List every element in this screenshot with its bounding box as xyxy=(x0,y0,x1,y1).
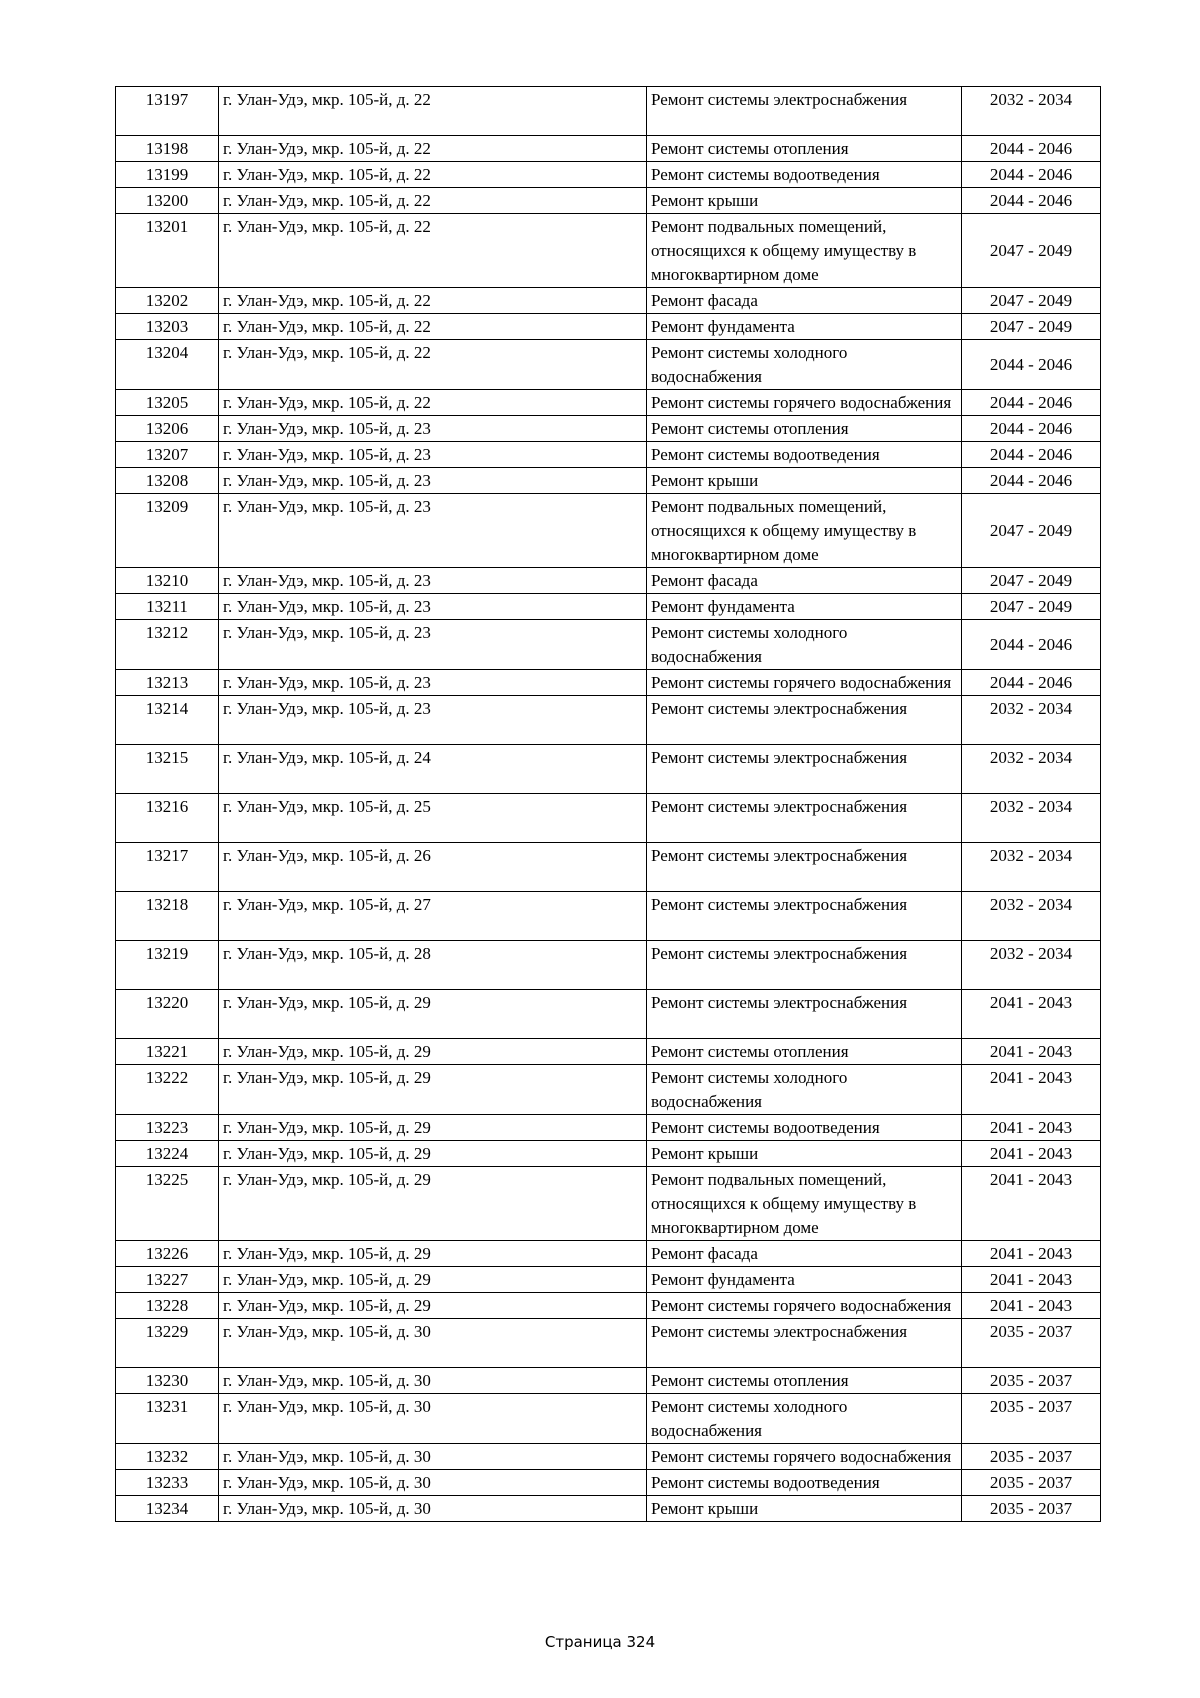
work-type-cell: Ремонт системы электроснабжения xyxy=(647,745,962,794)
table-row xyxy=(116,1241,1101,1267)
work-type-cell: Ремонт подвальных помещений, относящихся к общему имуществу в многоквартирном доме xyxy=(647,1167,962,1241)
table-row xyxy=(116,87,1101,136)
years-cell: 2044 - 2046 xyxy=(962,340,1101,390)
address-cell: г. Улан-Удэ, мкр. 105-й, д. 26 xyxy=(219,843,647,892)
row-number-cell: 13205 xyxy=(116,390,219,416)
work-type-cell: Ремонт фундамента xyxy=(647,594,962,620)
row-number-cell: 13201 xyxy=(116,214,219,288)
table-row xyxy=(116,340,1101,390)
table-row xyxy=(116,745,1101,794)
address-cell: г. Улан-Удэ, мкр. 105-й, д. 29 xyxy=(219,1241,647,1267)
years-cell: 2041 - 2043 xyxy=(962,990,1101,1039)
address-cell: г. Улан-Удэ, мкр. 105-й, д. 29 xyxy=(219,990,647,1039)
work-type-cell: Ремонт фасада xyxy=(647,1241,962,1267)
row-number-cell: 13220 xyxy=(116,990,219,1039)
work-type-cell: Ремонт системы холодного водоснабжения xyxy=(647,620,962,670)
address-cell: г. Улан-Удэ, мкр. 105-й, д. 30 xyxy=(219,1319,647,1368)
years-cell: 2032 - 2034 xyxy=(962,87,1101,136)
work-type-cell: Ремонт системы электроснабжения xyxy=(647,1319,962,1368)
years-cell: 2035 - 2037 xyxy=(962,1496,1101,1522)
table-row xyxy=(116,892,1101,941)
address-cell: г. Улан-Удэ, мкр. 105-й, д. 23 xyxy=(219,620,647,670)
work-type-cell: Ремонт системы водоотведения xyxy=(647,442,962,468)
table-row xyxy=(116,1496,1101,1522)
years-cell: 2041 - 2043 xyxy=(962,1267,1101,1293)
years-cell: 2047 - 2049 xyxy=(962,288,1101,314)
row-number-cell: 13202 xyxy=(116,288,219,314)
address-cell: г. Улан-Удэ, мкр. 105-й, д. 22 xyxy=(219,314,647,340)
address-cell: г. Улан-Удэ, мкр. 105-й, д. 29 xyxy=(219,1293,647,1319)
address-cell: г. Улан-Удэ, мкр. 105-й, д. 22 xyxy=(219,162,647,188)
address-cell: г. Улан-Удэ, мкр. 105-й, д. 28 xyxy=(219,941,647,990)
row-number-cell: 13231 xyxy=(116,1394,219,1444)
row-number-cell: 13204 xyxy=(116,340,219,390)
work-type-cell: Ремонт фундамента xyxy=(647,314,962,340)
years-cell: 2041 - 2043 xyxy=(962,1241,1101,1267)
table-row xyxy=(116,1293,1101,1319)
work-type-cell: Ремонт подвальных помещений, относящихся к общему имуществу в многоквартирном доме xyxy=(647,214,962,288)
years-cell: 2041 - 2043 xyxy=(962,1115,1101,1141)
years-cell: 2041 - 2043 xyxy=(962,1141,1101,1167)
address-cell: г. Улан-Удэ, мкр. 105-й, д. 23 xyxy=(219,442,647,468)
row-number-cell: 13198 xyxy=(116,136,219,162)
table-row xyxy=(116,314,1101,340)
years-cell: 2044 - 2046 xyxy=(962,162,1101,188)
work-type-cell: Ремонт системы горячего водоснабжения xyxy=(647,1293,962,1319)
row-number-cell: 13211 xyxy=(116,594,219,620)
address-cell: г. Улан-Удэ, мкр. 105-й, д. 22 xyxy=(219,136,647,162)
work-type-cell: Ремонт крыши xyxy=(647,1496,962,1522)
page-number: Страница 324 xyxy=(544,1633,656,1651)
table-row xyxy=(116,696,1101,745)
table-row xyxy=(116,1368,1101,1394)
row-number-cell: 13234 xyxy=(116,1496,219,1522)
row-number-cell: 13218 xyxy=(116,892,219,941)
address-cell: г. Улан-Удэ, мкр. 105-й, д. 30 xyxy=(219,1394,647,1444)
table-row xyxy=(116,494,1101,568)
work-type-cell: Ремонт крыши xyxy=(647,1141,962,1167)
table-row xyxy=(116,568,1101,594)
table-row xyxy=(116,442,1101,468)
row-number-cell: 13197 xyxy=(116,87,219,136)
table-row xyxy=(116,214,1101,288)
work-type-cell: Ремонт системы электроснабжения xyxy=(647,892,962,941)
address-cell: г. Улан-Удэ, мкр. 105-й, д. 22 xyxy=(219,340,647,390)
row-number-cell: 13230 xyxy=(116,1368,219,1394)
row-number-cell: 13199 xyxy=(116,162,219,188)
address-cell: г. Улан-Удэ, мкр. 105-й, д. 23 xyxy=(219,594,647,620)
years-cell: 2047 - 2049 xyxy=(962,314,1101,340)
address-cell: г. Улан-Удэ, мкр. 105-й, д. 30 xyxy=(219,1444,647,1470)
address-cell: г. Улан-Удэ, мкр. 105-й, д. 27 xyxy=(219,892,647,941)
work-type-cell: Ремонт системы горячего водоснабжения xyxy=(647,670,962,696)
address-cell: г. Улан-Удэ, мкр. 105-й, д. 29 xyxy=(219,1267,647,1293)
address-cell: г. Улан-Удэ, мкр. 105-й, д. 23 xyxy=(219,468,647,494)
years-cell: 2047 - 2049 xyxy=(962,494,1101,568)
table-row xyxy=(116,990,1101,1039)
row-number-cell: 13216 xyxy=(116,794,219,843)
table-row xyxy=(116,941,1101,990)
address-cell: г. Улан-Удэ, мкр. 105-й, д. 23 xyxy=(219,416,647,442)
work-type-cell: Ремонт фасада xyxy=(647,288,962,314)
years-cell: 2032 - 2034 xyxy=(962,941,1101,990)
work-type-cell: Ремонт системы отопления xyxy=(647,136,962,162)
address-cell: г. Улан-Удэ, мкр. 105-й, д. 22 xyxy=(219,390,647,416)
work-type-cell: Ремонт системы водоотведения xyxy=(647,162,962,188)
work-type-cell: Ремонт системы отопления xyxy=(647,416,962,442)
work-type-cell: Ремонт системы горячего водоснабжения xyxy=(647,1444,962,1470)
row-number-cell: 13214 xyxy=(116,696,219,745)
years-cell: 2044 - 2046 xyxy=(962,468,1101,494)
table-row xyxy=(116,1319,1101,1368)
years-cell: 2044 - 2046 xyxy=(962,620,1101,670)
table-row xyxy=(116,416,1101,442)
table-row xyxy=(116,288,1101,314)
years-cell: 2044 - 2046 xyxy=(962,136,1101,162)
years-cell: 2044 - 2046 xyxy=(962,416,1101,442)
address-cell: г. Улан-Удэ, мкр. 105-й, д. 29 xyxy=(219,1115,647,1141)
repair-schedule-table xyxy=(115,86,1101,1522)
row-number-cell: 13229 xyxy=(116,1319,219,1368)
table-row xyxy=(116,1444,1101,1470)
work-type-cell: Ремонт системы электроснабжения xyxy=(647,794,962,843)
row-number-cell: 13206 xyxy=(116,416,219,442)
years-cell: 2041 - 2043 xyxy=(962,1167,1101,1241)
address-cell: г. Улан-Удэ, мкр. 105-й, д. 30 xyxy=(219,1496,647,1522)
address-cell: г. Улан-Удэ, мкр. 105-й, д. 30 xyxy=(219,1470,647,1496)
years-cell: 2032 - 2034 xyxy=(962,794,1101,843)
address-cell: г. Улан-Удэ, мкр. 105-й, д. 23 xyxy=(219,670,647,696)
table-row xyxy=(116,136,1101,162)
work-type-cell: Ремонт системы холодного водоснабжения xyxy=(647,340,962,390)
table-row xyxy=(116,670,1101,696)
address-cell: г. Улан-Удэ, мкр. 105-й, д. 25 xyxy=(219,794,647,843)
years-cell: 2032 - 2034 xyxy=(962,843,1101,892)
years-cell: 2035 - 2037 xyxy=(962,1470,1101,1496)
row-number-cell: 13215 xyxy=(116,745,219,794)
work-type-cell: Ремонт системы водоотведения xyxy=(647,1470,962,1496)
row-number-cell: 13226 xyxy=(116,1241,219,1267)
work-type-cell: Ремонт фасада xyxy=(647,568,962,594)
years-cell: 2044 - 2046 xyxy=(962,188,1101,214)
work-type-cell: Ремонт системы отопления xyxy=(647,1039,962,1065)
table-row xyxy=(116,794,1101,843)
work-type-cell: Ремонт крыши xyxy=(647,188,962,214)
table-row xyxy=(116,468,1101,494)
years-cell: 2047 - 2049 xyxy=(962,594,1101,620)
years-cell: 2044 - 2046 xyxy=(962,442,1101,468)
row-number-cell: 13212 xyxy=(116,620,219,670)
address-cell: г. Улан-Удэ, мкр. 105-й, д. 29 xyxy=(219,1167,647,1241)
years-cell: 2041 - 2043 xyxy=(962,1039,1101,1065)
years-cell: 2035 - 2037 xyxy=(962,1319,1101,1368)
work-type-cell: Ремонт системы электроснабжения xyxy=(647,696,962,745)
table-body xyxy=(116,87,1101,1522)
row-number-cell: 13233 xyxy=(116,1470,219,1496)
table-row xyxy=(116,1039,1101,1065)
table-row xyxy=(116,162,1101,188)
work-type-cell: Ремонт системы холодного водоснабжения xyxy=(647,1394,962,1444)
table-row xyxy=(116,1167,1101,1241)
years-cell: 2044 - 2046 xyxy=(962,670,1101,696)
years-cell: 2032 - 2034 xyxy=(962,745,1101,794)
address-cell: г. Улан-Удэ, мкр. 105-й, д. 23 xyxy=(219,568,647,594)
address-cell: г. Улан-Удэ, мкр. 105-й, д. 24 xyxy=(219,745,647,794)
table-row xyxy=(116,620,1101,670)
years-cell: 2041 - 2043 xyxy=(962,1065,1101,1115)
work-type-cell: Ремонт системы электроснабжения xyxy=(647,990,962,1039)
table-row xyxy=(116,1065,1101,1115)
years-cell: 2047 - 2049 xyxy=(962,214,1101,288)
address-cell: г. Улан-Удэ, мкр. 105-й, д. 22 xyxy=(219,87,647,136)
row-number-cell: 13203 xyxy=(116,314,219,340)
row-number-cell: 13225 xyxy=(116,1167,219,1241)
table-row xyxy=(116,188,1101,214)
row-number-cell: 13232 xyxy=(116,1444,219,1470)
address-cell: г. Улан-Удэ, мкр. 105-й, д. 23 xyxy=(219,494,647,568)
row-number-cell: 13210 xyxy=(116,568,219,594)
row-number-cell: 13208 xyxy=(116,468,219,494)
years-cell: 2032 - 2034 xyxy=(962,696,1101,745)
address-cell: г. Улан-Удэ, мкр. 105-й, д. 22 xyxy=(219,214,647,288)
address-cell: г. Улан-Удэ, мкр. 105-й, д. 22 xyxy=(219,188,647,214)
table-row xyxy=(116,1470,1101,1496)
address-cell: г. Улан-Удэ, мкр. 105-й, д. 29 xyxy=(219,1065,647,1115)
work-type-cell: Ремонт системы водоотведения xyxy=(647,1115,962,1141)
table-row xyxy=(116,843,1101,892)
work-type-cell: Ремонт системы горячего водоснабжения xyxy=(647,390,962,416)
table-row xyxy=(116,1141,1101,1167)
row-number-cell: 13227 xyxy=(116,1267,219,1293)
work-type-cell: Ремонт системы электроснабжения xyxy=(647,843,962,892)
address-cell: г. Улан-Удэ, мкр. 105-й, д. 29 xyxy=(219,1141,647,1167)
work-type-cell: Ремонт системы отопления xyxy=(647,1368,962,1394)
work-type-cell: Ремонт подвальных помещений, относящихся к общему имуществу в многоквартирном доме xyxy=(647,494,962,568)
row-number-cell: 13222 xyxy=(116,1065,219,1115)
work-type-cell: Ремонт фундамента xyxy=(647,1267,962,1293)
years-cell: 2041 - 2043 xyxy=(962,1293,1101,1319)
table-row xyxy=(116,1115,1101,1141)
work-type-cell: Ремонт системы электроснабжения xyxy=(647,941,962,990)
years-cell: 2035 - 2037 xyxy=(962,1444,1101,1470)
row-number-cell: 13221 xyxy=(116,1039,219,1065)
address-cell: г. Улан-Удэ, мкр. 105-й, д. 29 xyxy=(219,1039,647,1065)
work-type-cell: Ремонт крыши xyxy=(647,468,962,494)
address-cell: г. Улан-Удэ, мкр. 105-й, д. 23 xyxy=(219,696,647,745)
row-number-cell: 13219 xyxy=(116,941,219,990)
years-cell: 2035 - 2037 xyxy=(962,1394,1101,1444)
table-row xyxy=(116,1267,1101,1293)
row-number-cell: 13213 xyxy=(116,670,219,696)
address-cell: г. Улан-Удэ, мкр. 105-й, д. 30 xyxy=(219,1368,647,1394)
row-number-cell: 13200 xyxy=(116,188,219,214)
row-number-cell: 13209 xyxy=(116,494,219,568)
row-number-cell: 13224 xyxy=(116,1141,219,1167)
row-number-cell: 13223 xyxy=(116,1115,219,1141)
table-row xyxy=(116,390,1101,416)
years-cell: 2035 - 2037 xyxy=(962,1368,1101,1394)
years-cell: 2047 - 2049 xyxy=(962,568,1101,594)
address-cell: г. Улан-Удэ, мкр. 105-й, д. 22 xyxy=(219,288,647,314)
work-type-cell: Ремонт системы холодного водоснабжения xyxy=(647,1065,962,1115)
years-cell: 2044 - 2046 xyxy=(962,390,1101,416)
table-row xyxy=(116,1394,1101,1444)
row-number-cell: 13207 xyxy=(116,442,219,468)
row-number-cell: 13217 xyxy=(116,843,219,892)
years-cell: 2032 - 2034 xyxy=(962,892,1101,941)
table-row xyxy=(116,594,1101,620)
work-type-cell: Ремонт системы электроснабжения xyxy=(647,87,962,136)
row-number-cell: 13228 xyxy=(116,1293,219,1319)
